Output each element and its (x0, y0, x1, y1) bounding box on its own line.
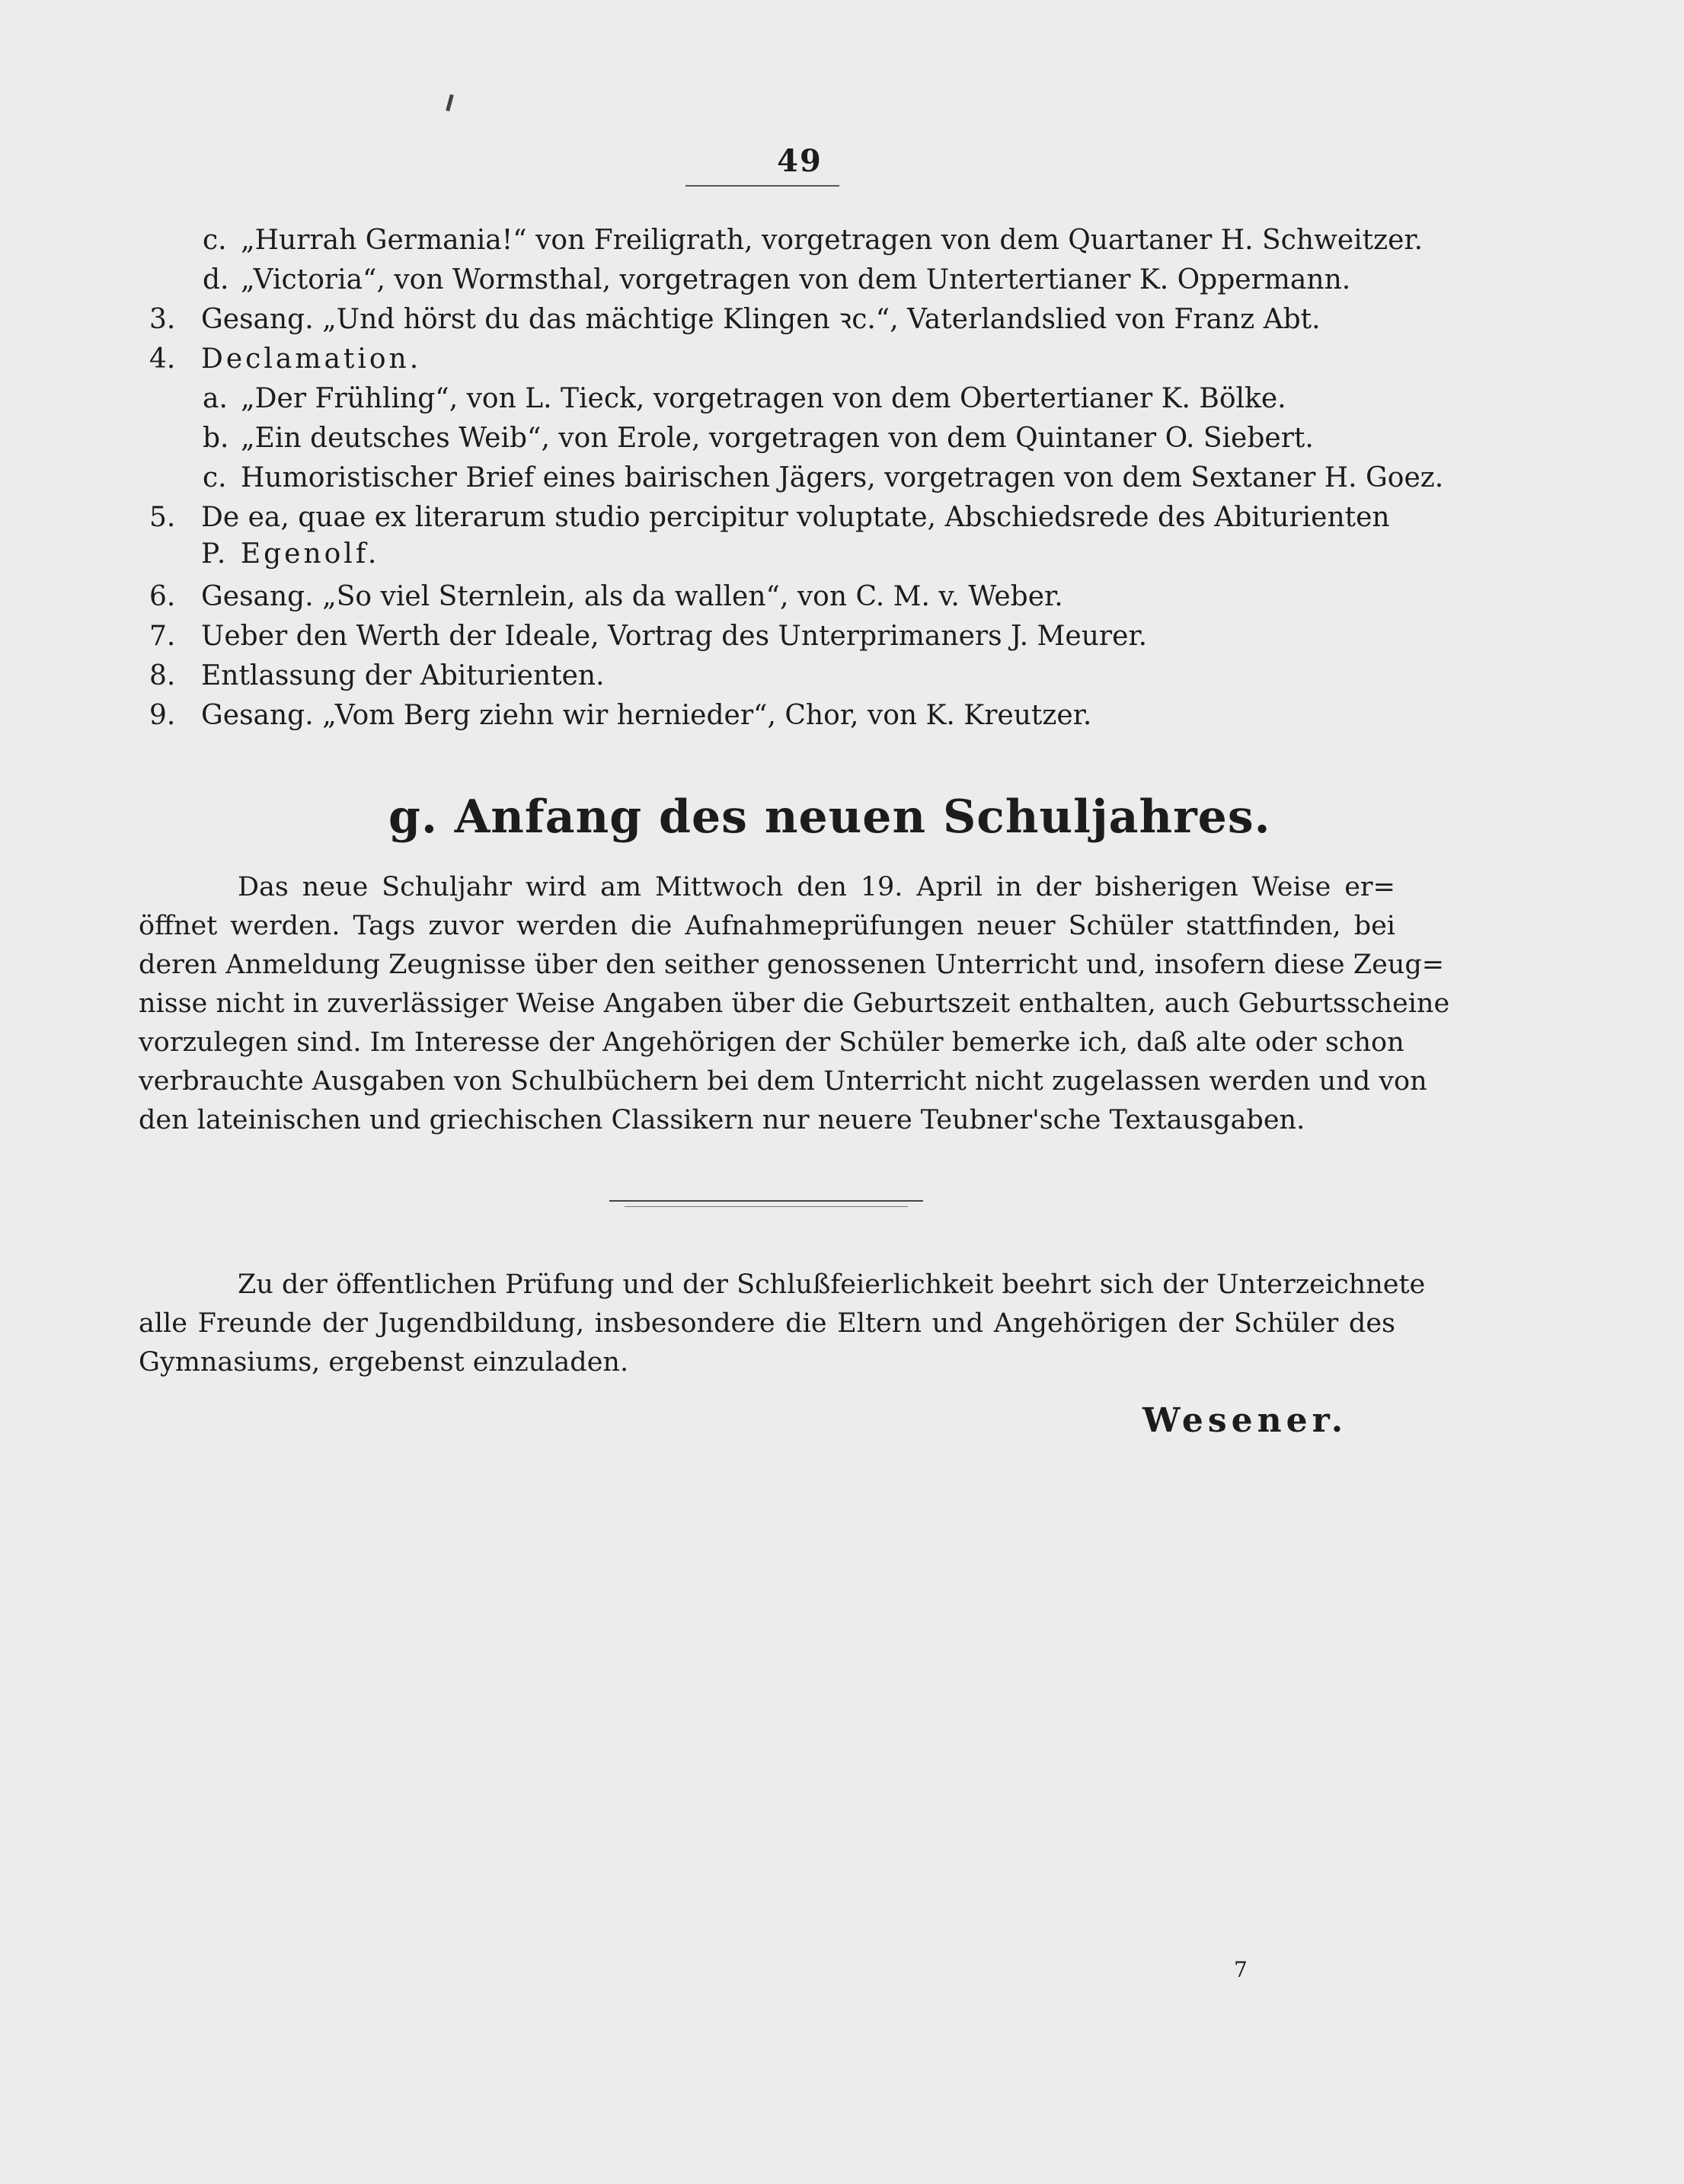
closing-paragraph (139, 1266, 1426, 1382)
program-item: Ueber den Werth der Ideale, Vortrag des Unterprimaners J. Meurer. (201, 621, 1148, 652)
program-item: „Hurrah Germania!“ von Freiligrath, vorgetragen von dem Quartaner H. Schweitzer. (241, 225, 1424, 256)
paragraph-line: vorzulegen sind. Im Interesse der Angehörigen der Schüler bemerke ich, daß alte oder schon (139, 1027, 1404, 1058)
closing-line: Zu der öffentlichen Prüfung und der Schlußfeierlichkeit beehrt sich der Unterzeichnete (238, 1269, 1426, 1300)
program-item: Gesang. „So viel Sternlein, als da wallen“, von C. M. v. Weber. (201, 581, 1063, 612)
section-divider-thin (625, 1206, 908, 1207)
closing-line: Gymnasiums, ergebenst einzuladen. (139, 1347, 629, 1378)
program-item: „Der Frühling“, von L. Tieck, vorgetragen von dem Obertertianer K. Bölke. (241, 383, 1286, 414)
page-number: 49 (777, 143, 823, 179)
program-item: De ea, quae ex literarum studio percipitur voluptate, Abschiedsrede des Abiturienten (201, 502, 1390, 533)
signature-mark: 7 (1234, 1957, 1248, 1982)
item-label: c. (203, 225, 227, 256)
program-item: „Victoria“, von Wormsthal, vorgetragen von dem Untertertianer K. Oppermann. (241, 264, 1351, 295)
program-item: Humoristischer Brief eines bairischen Jägers, vorgetragen von dem Sextaner H. Goez. (241, 462, 1444, 493)
closing-line: alle Freunde der Jugendbildung, insbesondere die Eltern und Angehörigen der Schüler des (139, 1308, 1395, 1339)
item-label: d. (203, 264, 229, 295)
item-label: 8. (149, 660, 176, 691)
program-item: Declamation. (201, 343, 422, 375)
header-rule (685, 185, 839, 187)
paragraph-line: Das neue Schuljahr wird am Mittwoch den 19. April in der bisherigen Weise er= (238, 872, 1395, 902)
item-label: 6. (149, 581, 176, 612)
item-label: 5. (149, 502, 176, 533)
item-label: 4. (149, 343, 176, 375)
item-label: b. (203, 423, 229, 454)
paragraph-line: verbrauchte Ausgaben von Schulbüchern bei dem Unterricht nicht zugelassen werden und von (139, 1066, 1427, 1097)
item-label: 3. (149, 304, 176, 335)
section-divider (609, 1200, 923, 1202)
program-item: Entlassung der Abiturienten. (201, 660, 605, 691)
program-item: „Ein deutsches Weib“, von Erole, vorgetragen von dem Quintaner O. Siebert. (241, 423, 1314, 454)
signature: Wesener. (1142, 1401, 1348, 1440)
paragraph-line: den lateinischen und griechischen Classikern nur neuere Teubner'sche Textausgaben. (139, 1105, 1305, 1135)
ink-mark (446, 94, 454, 112)
announcement-paragraph (139, 868, 1450, 1140)
paragraph-line: öffnet werden. Tags zuvor werden die Aufnahmeprüfungen neuer Schüler stattfinden, bei (139, 911, 1395, 941)
item-label: a. (203, 383, 228, 414)
paragraph-line: nisse nicht in zuverlässiger Weise Angaben über die Geburtszeit enthalten, auch Geburtsscheine (139, 988, 1450, 1019)
program-item: Gesang. „Und hörst du das mächtige Klingen ꝛc.“, Vaterlandslied von Franz Abt. (201, 304, 1321, 335)
program-item: Gesang. „Vom Berg ziehn wir hernieder“, Chor, von K. Kreutzer. (201, 700, 1092, 731)
paragraph-line: deren Anmeldung Zeugnisse über den seither genossenen Unterricht und, insofern diese Zeug= (139, 950, 1445, 980)
section-heading: g. Anfang des neuen Schuljahres. (388, 790, 1271, 844)
program-item: P. Egenolf. (201, 538, 380, 570)
item-label: 9. (149, 700, 176, 731)
item-label: 7. (149, 621, 176, 652)
item-label: c. (203, 462, 227, 493)
